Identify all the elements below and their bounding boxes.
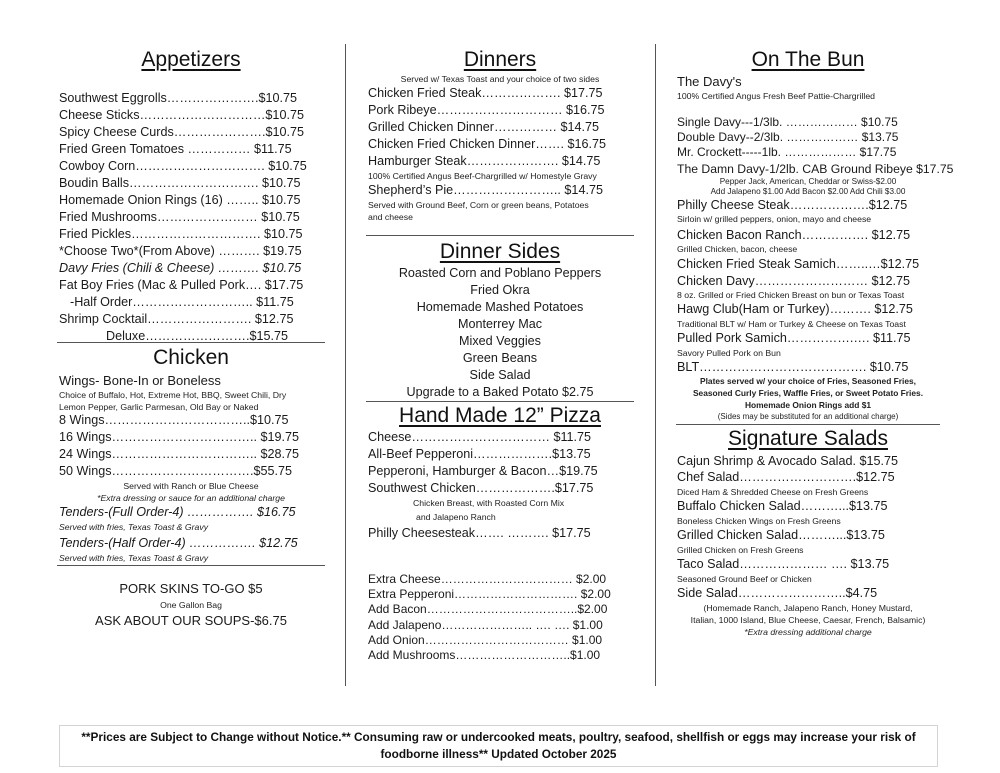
dressings-note-1: (Homemade Ranch, Jalapeno Ranch, Honey Mustard, [703,603,913,613]
pulled-pork-item: Pulled Pork Samich…………….…. $11.75 [677,331,911,345]
dinner-item: Grilled Chicken Dinner…………… $14.75 [368,120,599,134]
davy-header: The Davy's [677,74,742,89]
buffalo-salad-note: Boneless Chicken Wings on Fresh Greens [677,516,841,526]
plates-note-4: (Sides may be substituted for an additional charge) [717,412,899,421]
chicken-bacon-ranch-item: Chicken Bacon Ranch……………. $12.75 [677,228,911,242]
wings-item: 8 Wings……………………………..$10.75 [59,413,289,427]
dressings-note-3: *Extra dressing additional charge [744,627,872,637]
hawg-club-item: Hawg Club(Ham or Turkey)………. $12.75 [677,302,913,316]
dinner-side-item: Fried Okra [470,283,530,297]
dinner-item: Chicken Fried Steak………………. $17.75 [368,86,603,100]
plates-note-3: Homemade Onion Rings add $1 [744,400,872,410]
dinner-side-item: Monterrey Mac [458,317,542,331]
philly-cheese-steak-item: Philly Cheese Steak……………….$12.75 [677,198,908,212]
appetizer-item: Fried Green Tomatoes …………… $11.75 [59,142,292,156]
dinner-side-item: Roasted Corn and Poblano Peppers [398,266,602,280]
tenders-full-note: Served with fries, Texas Toast & Gravy [59,522,209,532]
pizza-extra-item: Add Mushrooms………………………..$1.00 [368,648,601,662]
dinners-title: Dinners [463,48,537,71]
damn-davy-item: The Damn Davy-1/2lb. CAB Ground Ribeye $17.75 [677,162,954,176]
wings-flavors-note-2: Lemon Pepper, Garlic Parmesan, Old Bay or Naked [59,402,259,412]
pizza-extra-item: Extra Pepperoni…………………………. $2.00 [368,587,611,602]
wings-ranch-note: Served with Ranch or Blue Cheese [123,481,259,491]
wings-flavors-note: Choice of Buffalo, Hot, Extreme Hot, BBQ, Sweet Chili, Dry [59,390,287,400]
damn-davy-note: Pepper Jack, American, Cheddar or Swiss-$2.00 [719,177,897,186]
wings-item: 16 Wings…………………………….. $19.75 [59,430,300,444]
wings-item: 24 Wings…………………………….. $28.75 [59,447,300,461]
davy-size-item: Double Davy--2/3lb. ……………… $13.75 [677,130,899,144]
dinner-side-item: Side Salad [469,368,531,382]
appetizers-title: Appetizers [141,48,241,71]
chicken-bacon-ranch-note: Grilled Chicken, bacon, cheese [677,244,798,254]
chicken-davy-note: 8 oz. Grilled or Fried Chicken Breast on bun or Texas Toast [677,290,905,300]
wings-item: 50 Wings…………………………….$55.75 [59,464,293,478]
pizza-extra-item: Add Onion……………………………… $1.00 [368,632,603,647]
dinner-side-item: Green Beans [462,351,538,365]
bun-title: On The Bun [751,48,865,71]
pizza-extra-item: Add Jalapeno………………….. …. …. $1.00 [368,617,603,632]
dinners-subtitle: Served w/ Texas Toast and your choice of two sides [400,74,600,84]
appetizer-item: Boudin Balls…………………………. $10.75 [59,176,301,190]
divider-sides-pizza [366,401,634,402]
shepherds-pie-item: Shepherd’s Pie…………………….. $14.75 [368,183,603,197]
dinner-item: Hamburger Steak…………………. $14.75 [368,154,601,168]
davy-size-item: Single Davy---1/3lb. ……………… $10.75 [677,115,898,129]
appetizer-item: Cheese Sticks…………………………$10.75 [59,108,304,122]
blt-item: BLT…………………………………. $10.75 [677,360,909,374]
philly-cheesesteak-pizza-item: Philly Cheesesteak……. ………. $17.75 [368,526,591,540]
pizza-extra-item: Add Bacon………………………………..$2.00 [368,602,608,617]
dinner-sides-title: Dinner Sides [439,240,561,263]
pork-skins-item: PORK SKINS TO-GO $5 [119,581,263,596]
appetizer-item: Cowboy Corn…………………………. $10.75 [59,159,307,173]
dressings-note-2: Italian, 1000 Island, Blue Cheese, Caesar, French, Balsamic) [690,615,926,625]
buffalo-salad-item: Buffalo Chicken Salad………...$13.75 [677,499,888,513]
cfs-samich-item: Chicken Fried Steak Samich……..…$12.75 [677,257,920,271]
taco-salad-note: Seasoned Ground Beef or Chicken [677,574,812,584]
chicken-davy-item: Chicken Davy……………………… $12.75 [677,274,911,288]
dinner-item: Chicken Fried Chicken Dinner……. $16.75 [368,137,606,151]
southwest-chicken-note-2: and Jalapeno Ranch [416,512,496,522]
footer-line-2: foodborne illness** Updated October 2025 [380,747,617,761]
pizza-item: All-Beef Pepperoni……………….$13.75 [368,447,591,461]
side-salad-item: Side Salad……………………..$4.75 [677,586,878,600]
appetizer-item: Southwest Eggrolls………………….$10.75 [59,91,297,105]
appetizer-item: *Choose Two*(From Above) ………. $19.75 [59,244,302,258]
tenders-full-item: Tenders-(Full Order-4) ……………. $16.75 [59,505,296,519]
grilled-salad-item: Grilled Chicken Salad………...$13.75 [677,528,885,542]
dinner-side-item: Mixed Veggies [459,334,541,348]
chicken-title: Chicken [153,346,229,369]
wings-extra-note: *Extra dressing or sauce for an additional charge [97,493,285,503]
chef-salad-note: Diced Ham & Shredded Cheese on Fresh Greens [677,487,869,497]
soups-item: ASK ABOUT OUR SOUPS-$6.75 [95,613,287,628]
pizza-extra-item: Extra Cheese…………………………… $2.00 [368,572,607,586]
pizza-title: Hand Made 12” Pizza [399,404,601,427]
divider-bun-salads [676,424,940,425]
shepherds-pie-note: Served with Ground Beef, Corn or green beans, Potatoes [368,200,589,210]
appetizer-item: Fried Pickles…………………………. $10.75 [59,227,303,241]
appetizer-item: Homemade Onion Rings (16) …….. $10.75 [59,193,301,207]
wings-header: Wings- Bone-In or Boneless [59,373,221,388]
column-divider-2 [655,44,656,686]
plates-note-1: Plates served w/ your choice of Fries, Seasoned Fries, [700,376,916,386]
appetizer-item: Fried Mushrooms…………………… $10.75 [59,210,300,224]
pizza-item: Southwest Chicken……………….$17.75 [368,481,594,495]
plates-note-2: Seasoned Curly Fries, Waffle Fries, or Sweet Potato Fries. [692,388,924,398]
damn-davy-addons: Add Jalapeno $1.00 Add Bacon $2.00 Add Chili $3.00 [710,187,906,196]
shepherds-pie-note-2: and cheese [368,212,413,222]
hawg-club-note: Traditional BLT w/ Ham or Turkey & Cheese on Texas Toast [677,319,906,329]
chef-salad-item: Chef Salad……………………….$12.75 [677,470,895,484]
southwest-chicken-note: Chicken Breast, with Roasted Corn Mix [413,498,565,508]
davy-size-item: Mr. Crockett-----1lb. ……………… $17.75 [677,145,897,159]
appetizer-item: -Half Order……………………….. $11.75 [70,295,294,309]
tenders-half-item: Tenders-(Half Order-4) ……………. $12.75 [59,536,298,550]
appetizer-item: Davy Fries (Chili & Cheese) ………. $10.75 [59,261,302,275]
divider-chicken-bottom [57,565,325,566]
dinner-item: Pork Ribeye………………………… $16.75 [368,103,605,117]
dinner-side-item: Homemade Mashed Potatoes [416,300,584,314]
footer-line-1: **Prices are Subject to Change without Notice.** Consuming raw or undercooked meats, poultry, seafood, shellfish or eggs may increase your risk of [81,730,916,744]
salads-title: Signature Salads [728,427,888,450]
appetizer-item: Deluxe…………………….$15.75 [106,329,288,343]
divider-dinners-sides [366,235,634,236]
philly-cheese-steak-note: Sirloin w/ grilled peppers, onion, mayo and cheese [677,214,872,224]
grilled-salad-note: Grilled Chicken on Fresh Greens [677,545,804,555]
dinner-side-item: Upgrade to a Baked Potato $2.75 [406,385,594,399]
davy-note: 100% Certified Angus Fresh Beef Pattie-Chargrilled [677,91,875,101]
footer-disclaimer [59,725,938,767]
pizza-item: Pepperoni, Hamburger & Bacon…$19.75 [368,464,598,478]
pork-skins-note: One Gallon Bag [160,600,222,610]
taco-salad-item: Taco Salad………………… …. $13.75 [677,557,890,571]
appetizer-item: Spicy Cheese Curds………………….$10.75 [59,125,304,139]
cajun-salad-item: Cajun Shrimp & Avocado Salad. $15.75 [677,454,899,468]
pizza-item: Cheese…………………………… $11.75 [368,430,592,444]
appetizer-item: Shrimp Cocktail……………………. $12.75 [59,312,294,326]
pulled-pork-note: Savory Pulled Pork on Bun [677,348,781,358]
hamburger-steak-note: 100% Certified Angus Beef-Chargrilled w/ Homestyle Gravy [368,171,597,181]
column-divider-1 [345,44,346,686]
appetizer-item: Fat Boy Fries (Mac & Pulled Pork…. $17.75 [59,278,304,292]
tenders-half-note: Served with fries, Texas Toast & Gravy [59,553,209,563]
